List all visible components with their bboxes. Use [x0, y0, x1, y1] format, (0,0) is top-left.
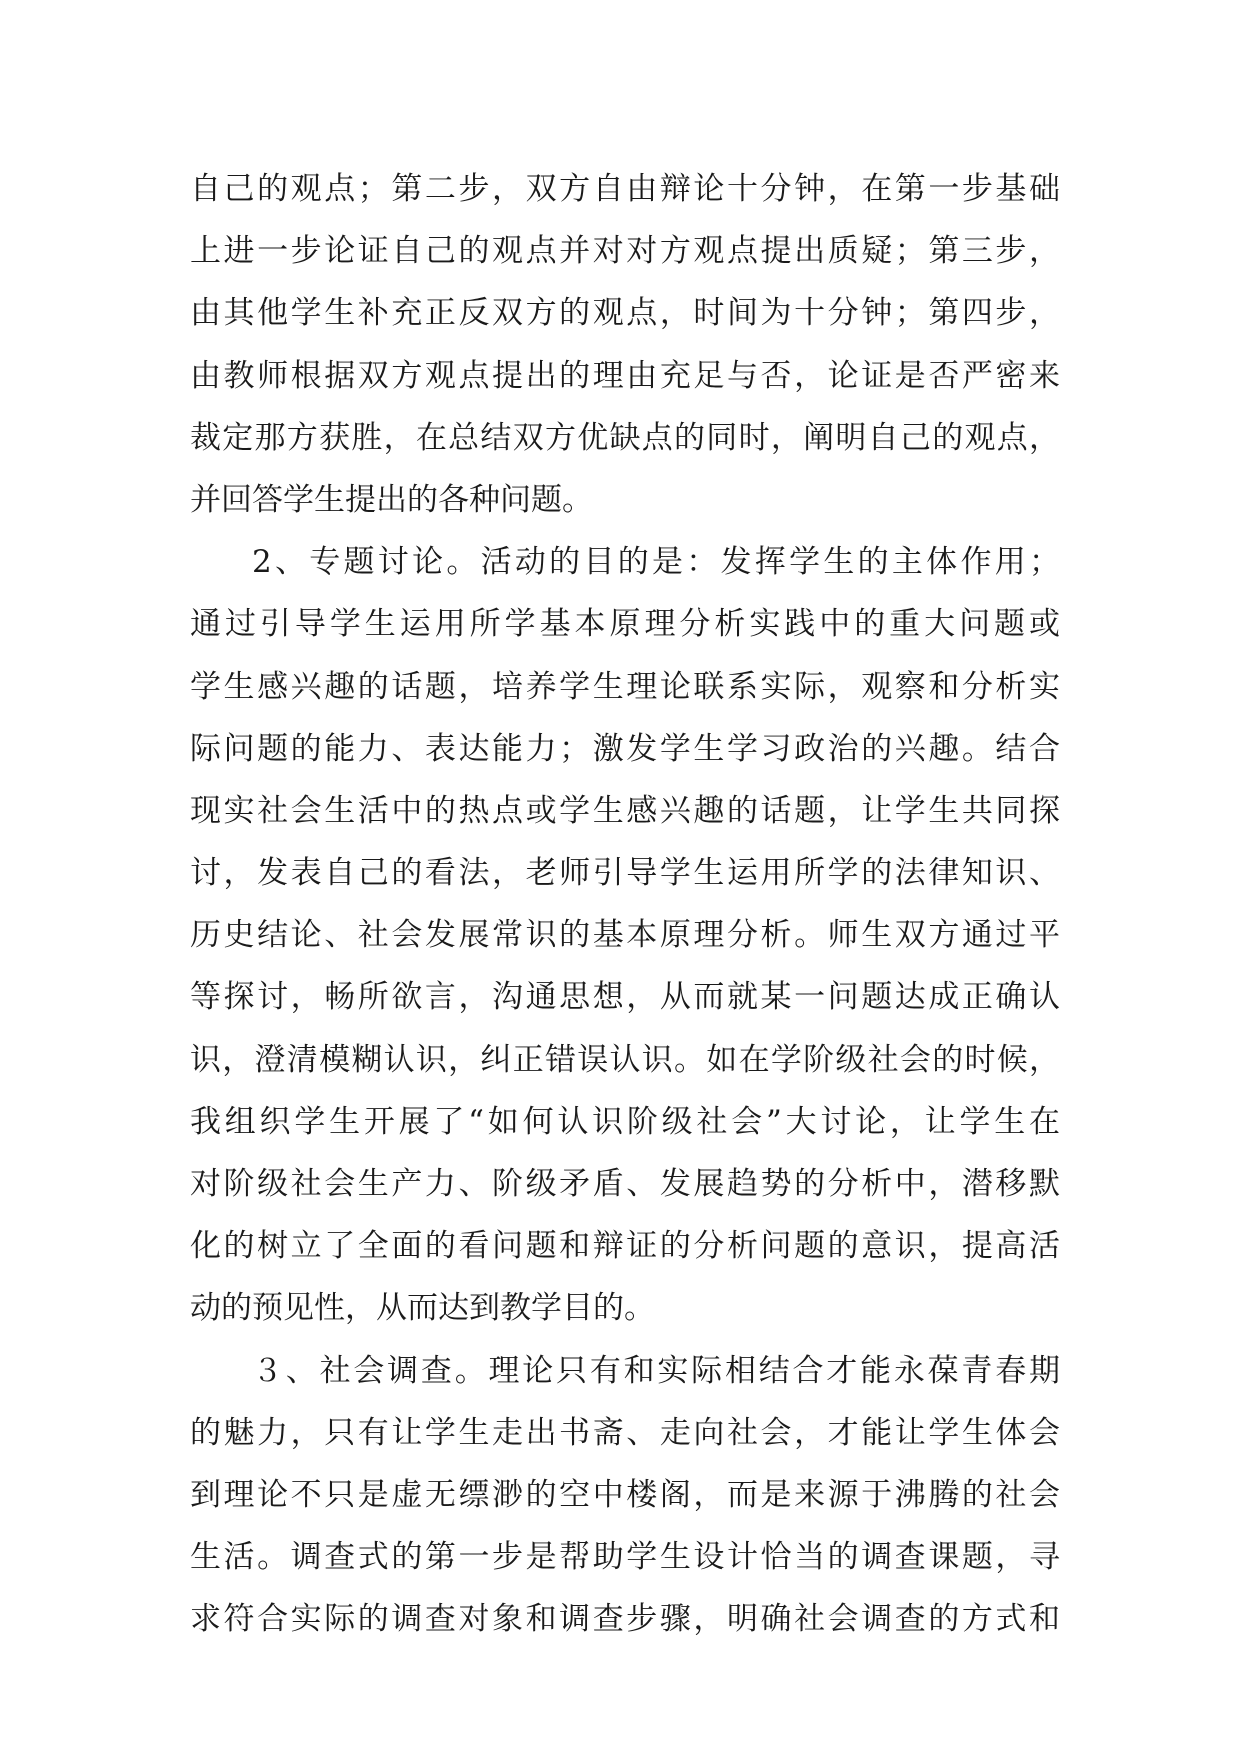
text-line: 际问题的能力、表达能力；激发学生学习政治的兴趣。结合 — [190, 730, 1060, 767]
text-line: 求符合实际的调查对象和调查步骤，明确社会调查的方式和 — [190, 1601, 1060, 1638]
text-line: 现实社会生活中的热点或学生感兴趣的话题，让学生共同探 — [190, 792, 1060, 829]
text-line: 由其他学生补充正反双方的观点，时间为十分钟；第四步， — [190, 295, 1060, 332]
text-line: 2、专题讨论。活动的目的是：发挥学生的主体作用； — [252, 544, 1060, 581]
text-line: 讨，发表自己的看法，老师引导学生运用所学的法律知识、 — [190, 855, 1060, 892]
text-line: 等探讨，畅所欲言，沟通思想，从而就某一问题达成正确认 — [190, 979, 1060, 1016]
text-line: 自己的观点；第二步，双方自由辩论十分钟，在第一步基础 — [190, 171, 1060, 207]
text-line: 化的树立了全面的看问题和辩证的分析问题的意识，提高活 — [190, 1228, 1060, 1265]
text-line: 由教师根据双方观点提出的理由充足与否，论证是否严密来 — [190, 357, 1060, 394]
text-line: 的魅力，只有让学生走出书斋、走向社会，才能让学生体会 — [190, 1414, 1060, 1451]
text-line: 我组织学生开展了“如何认识阶级社会”大讨论，让学生在 — [190, 1103, 1060, 1140]
text-line: ３、社会调查。理论只有和实际相结合才能永葆青春期 — [252, 1352, 1060, 1389]
text-line: 到理论不只是虚无缥渺的空中楼阁，而是来源于沸腾的社会 — [190, 1476, 1060, 1513]
text-line: 动的预见性，从而达到教学目的。 — [190, 1290, 655, 1327]
text-line: 历史结论、社会发展常识的基本原理分析。师生双方通过平 — [190, 917, 1060, 954]
text-line: 上进一步论证自己的观点并对对方观点提出质疑；第三步， — [190, 233, 1060, 270]
body-text — [190, 158, 1060, 1651]
text-line: 学生感兴趣的话题，培养学生理论联系实际，观察和分析实 — [190, 668, 1060, 705]
text-line: 裁定那方获胜，在总结双方优缺点的同时，阐明自己的观点， — [190, 419, 1060, 456]
text-line: 并回答学生提出的各种问题。 — [190, 481, 593, 518]
text-line: 对阶级社会生产力、阶级矛盾、发展趋势的分析中，潜移默 — [190, 1166, 1060, 1202]
text-line: 通过引导学生运用所学基本原理分析实践中的重大问题或 — [190, 606, 1060, 643]
text-line: 生活。调查式的第一步是帮助学生设计恰当的调查课题，寻 — [190, 1539, 1060, 1576]
text-line: 识，澄清模糊认识，纠正错误认识。如在学阶级社会的时候， — [190, 1041, 1060, 1078]
